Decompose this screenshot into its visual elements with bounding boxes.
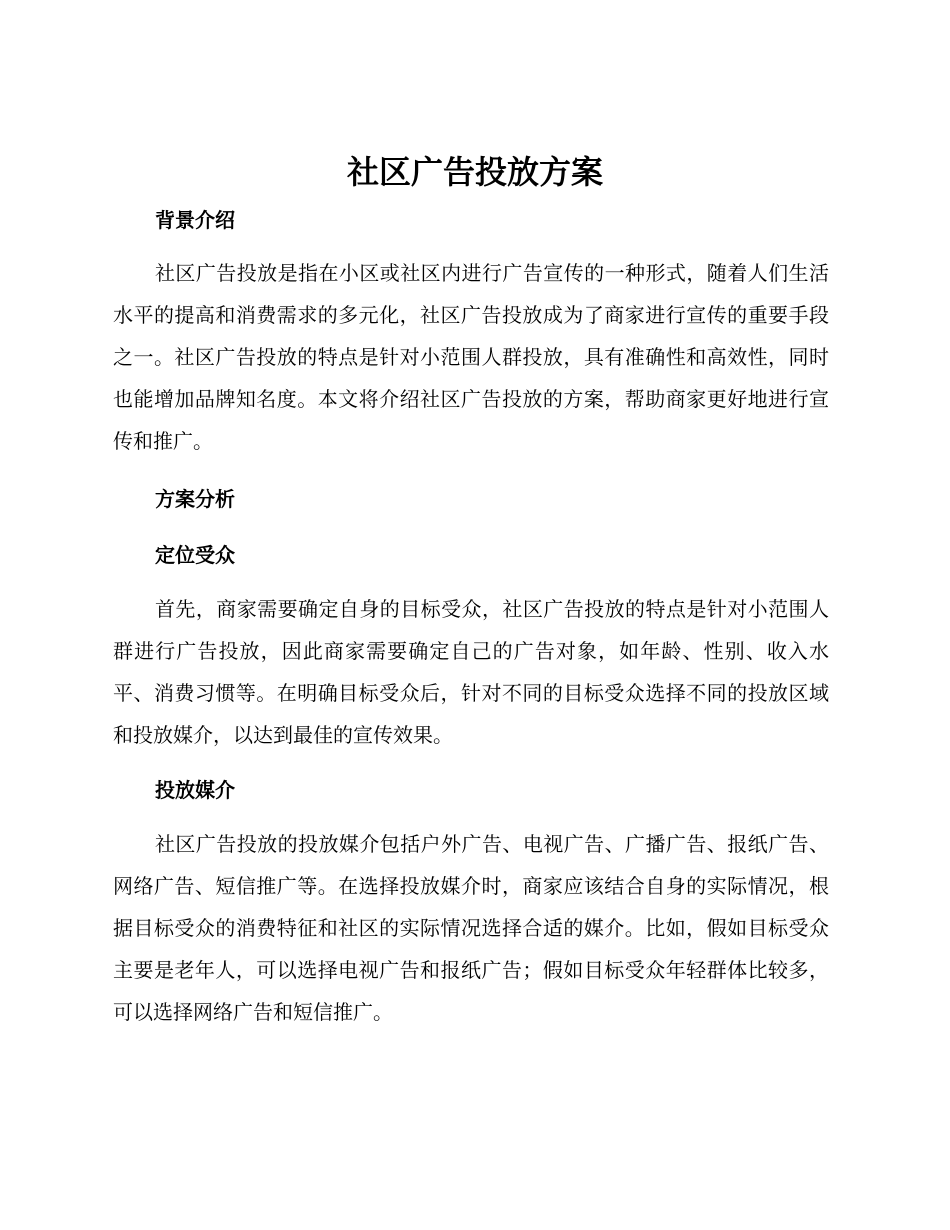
- section-heading-analysis: 方案分析: [155, 487, 235, 511]
- paragraph-background: 社区广告投放是指在小区或社区内进行广告宣传的一种形式，随着人们生活水平的提高和消费需求的多元化，社区广告投放成为了商家进行宣传的重要手段之一。社区广告投放的特点是针对小范围人群投放，具有准确性和高效性，同时也能增加品牌知名度。本文将介绍社区广告投放的方案，帮助商家更好地进行宣传和推广。: [113, 261, 829, 453]
- page-title: 社区广告投放方案: [346, 153, 603, 191]
- paragraph-media: 社区广告投放的投放媒介包括户外广告、电视广告、广播广告、报纸广告、网络广告、短信推广等。在选择投放媒介时，商家应该结合自身的实际情况，根据目标受众的消费特征和社区的实际情况选择合适的媒介。比如，假如目标受众主要是老年人，可以选择电视广告和报纸广告；假如目标受众年轻群体比较多，可以选择网络广告和短信推广。: [113, 832, 829, 1024]
- section-heading-media: 投放媒介: [155, 778, 235, 802]
- section-heading-audience: 定位受众: [155, 543, 235, 567]
- paragraph-audience: 首先，商家需要确定自身的目标受众，社区广告投放的特点是针对小范围人群进行广告投放，因此商家需要确定自己的广告对象，如年龄、性别、收入水平、消费习惯等。在明确目标受众后，针对不同的目标受众选择不同的投放区域和投放媒介，以达到最佳的宣传效果。: [113, 597, 829, 747]
- section-heading-background: 背景介绍: [155, 208, 235, 232]
